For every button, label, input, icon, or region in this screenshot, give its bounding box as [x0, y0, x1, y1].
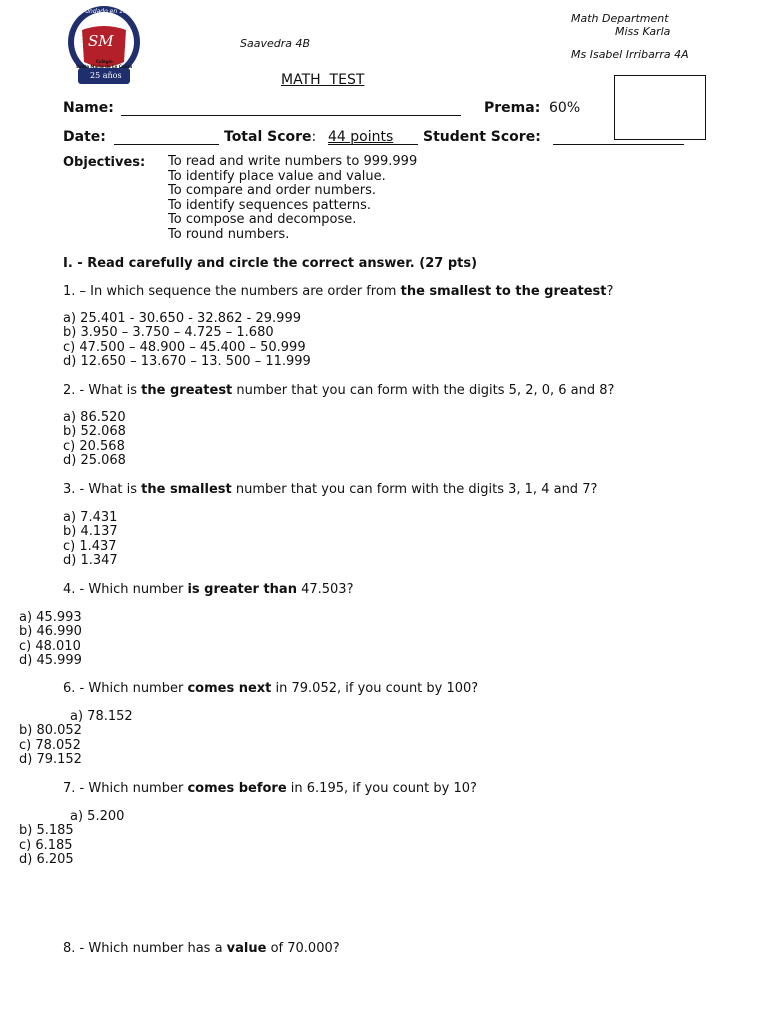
objective-item: To identify sequences patterns.: [168, 197, 372, 213]
question-emphasis: value: [226, 941, 267, 956]
answer-option[interactable]: b) 5.185: [19, 823, 74, 839]
answer-option[interactable]: c) 78.052: [19, 737, 81, 753]
student-score-line[interactable]: [553, 144, 684, 145]
question-emphasis: the smallest: [141, 482, 232, 497]
answer-option[interactable]: d) 25.068: [63, 452, 126, 468]
answer-option[interactable]: c) 6.185: [19, 837, 73, 853]
answer-option[interactable]: c) 47.500 – 48.900 – 45.400 – 50.999: [63, 339, 306, 355]
page-title: MATH TEST: [281, 72, 365, 88]
answer-option[interactable]: b) 52.068: [63, 424, 126, 440]
total-score-label: Total Score:: [224, 129, 317, 145]
question-text: 7. - Which number: [63, 781, 188, 796]
question-emphasis: is greater than: [187, 582, 297, 597]
objective-item: To compare and order numbers.: [168, 183, 377, 198]
prema-label: Prema:: [484, 100, 541, 116]
answer-option[interactable]: a) 5.200: [70, 809, 125, 824]
course-label: Saavedra 4B: [240, 37, 311, 50]
question-7: [63, 781, 477, 796]
question-3-options: [63, 511, 118, 568]
question-text-end: of 70.000?: [266, 941, 340, 956]
department-label: Math Department: [571, 12, 669, 25]
question-6-options: [19, 710, 133, 767]
question-text-end: ?: [606, 284, 614, 299]
question-text-end: number that you can form with the digits 3, 1, 4 and 7?: [231, 482, 598, 497]
question-text: 1. – In which sequence the numbers are order from: [63, 284, 401, 299]
question-3: [63, 482, 597, 497]
objective-item: To round numbers.: [168, 226, 290, 242]
answer-option[interactable]: a) 25.401 - 30.650 - 32.862 - 29.999: [63, 311, 301, 326]
question-emphasis: comes next: [187, 681, 272, 696]
question-1-options: [63, 312, 311, 369]
question-text: 4. - Which number: [63, 582, 188, 597]
answer-option[interactable]: a) 7.431: [63, 510, 118, 525]
question-text: 6. - Which number: [63, 681, 188, 696]
name-field-line[interactable]: [121, 115, 461, 116]
answer-option[interactable]: c) 1.437: [63, 538, 117, 554]
answer-option[interactable]: d) 12.650 – 13.670 – 13. 500 – 11.999: [63, 353, 311, 369]
teacher2-label: Ms Isabel Irribarra 4A: [571, 48, 689, 61]
logo-initials: SM: [88, 32, 114, 50]
teacher-label: Miss Karla: [615, 25, 671, 38]
question-4-options: [19, 611, 82, 668]
answer-option[interactable]: b) 46.990: [19, 624, 82, 640]
school-logo: [64, 4, 144, 90]
question-text: 2. - What is: [63, 383, 142, 398]
answer-option[interactable]: a) 86.520: [63, 410, 126, 425]
answer-option[interactable]: a) 45.993: [19, 610, 82, 625]
name-label: Name:: [63, 100, 114, 116]
answer-option[interactable]: c) 20.568: [63, 438, 125, 454]
total-score-value: 44 points: [328, 129, 394, 145]
student-score-label: Student Score:: [423, 129, 541, 145]
objective-item: To read and write numbers to 999.999: [168, 154, 418, 169]
question-text-end: in 79.052, if you count by 100?: [271, 681, 479, 696]
logo-years: 25 años: [90, 71, 122, 80]
answer-option[interactable]: c) 48.010: [19, 638, 81, 654]
answer-option[interactable]: a) 78.152: [70, 709, 133, 724]
logo-arc-text: Fundado en 1991: [82, 8, 135, 15]
objective-item: To identify place value and value.: [168, 168, 386, 184]
answer-option[interactable]: d) 45.999: [19, 652, 82, 668]
date-field-line[interactable]: [114, 144, 219, 145]
objectives-list: [168, 155, 417, 242]
answer-option[interactable]: d) 1.347: [63, 552, 118, 568]
answer-option[interactable]: b) 4.137: [63, 524, 118, 540]
question-2-options: [63, 411, 126, 468]
question-2: [63, 383, 614, 398]
question-emphasis: comes before: [187, 781, 287, 796]
answer-option[interactable]: b) 3.950 – 3.750 – 4.725 – 1.680: [63, 325, 274, 341]
question-emphasis: the smallest to the greatest: [400, 284, 607, 299]
question-text: 8. - Which number has a: [63, 941, 227, 956]
objectives-label: Objectives:: [63, 155, 146, 170]
question-6: [63, 681, 478, 696]
question-4: [63, 582, 353, 597]
answer-option[interactable]: d) 79.152: [19, 751, 82, 767]
prema-value: 60%: [549, 100, 581, 116]
total-score-text: Total Score: [224, 129, 312, 145]
question-text-end: 47.503?: [296, 582, 354, 597]
total-score-line: [328, 144, 418, 145]
question-text: 3. - What is: [63, 482, 142, 497]
grade-box: [614, 75, 706, 140]
logo-school-line-2: Santa Marta de Lo Cañas: [76, 64, 133, 69]
question-emphasis: the greatest: [141, 383, 233, 398]
question-1: [63, 284, 613, 299]
answer-option[interactable]: d) 6.205: [19, 851, 74, 867]
answer-option[interactable]: b) 80.052: [19, 723, 82, 739]
question-text-end: in 6.195, if you count by 10?: [286, 781, 477, 796]
date-label: Date:: [63, 129, 106, 145]
logo-school-line-1: Colegio: [96, 59, 113, 64]
objective-item: To compose and decompose.: [168, 212, 357, 227]
section-heading: I. - Read carefully and circle the correct answer. (27 pts): [63, 256, 478, 271]
question-8: [63, 941, 340, 956]
question-text-end: number that you can form with the digits 5, 2, 0, 6 and 8?: [232, 383, 615, 398]
question-7-options: [19, 810, 124, 867]
